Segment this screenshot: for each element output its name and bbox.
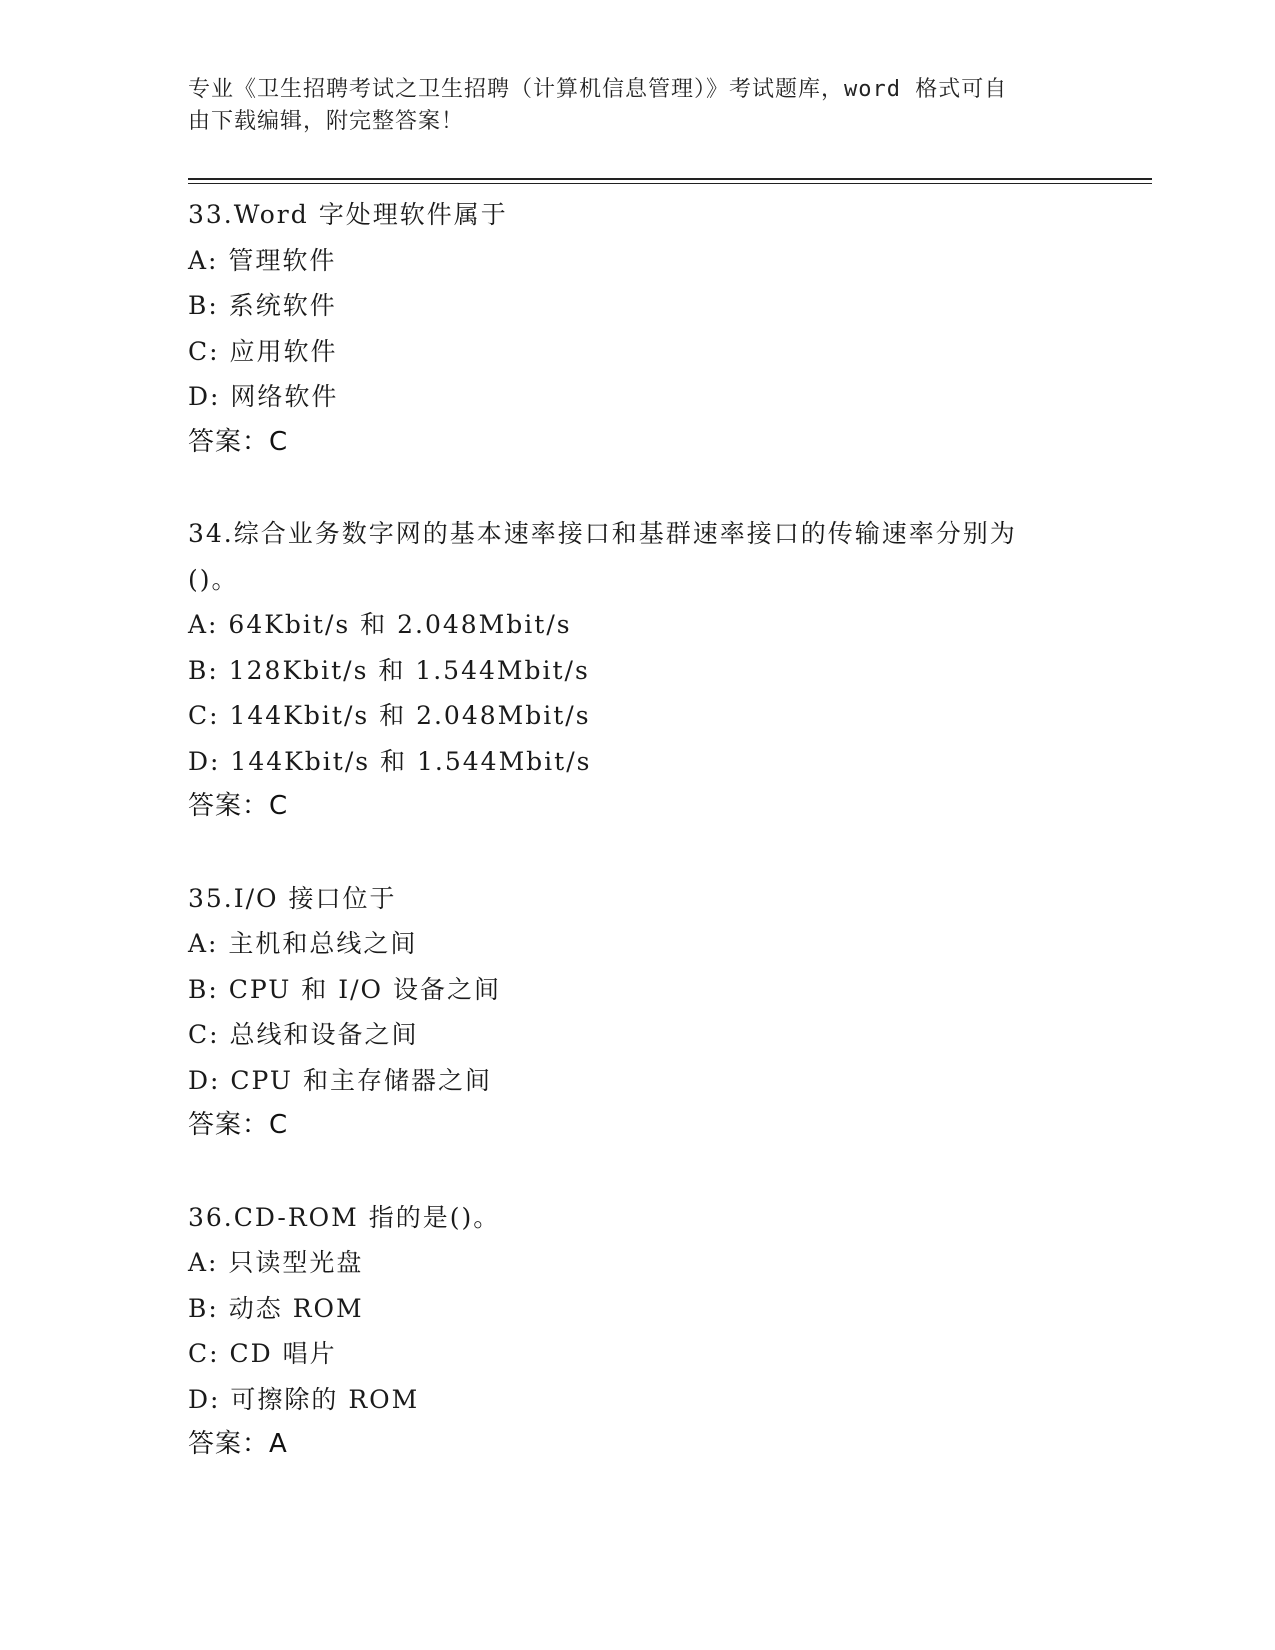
header-line-2: 由下载编辑，附完整答案！	[188, 109, 465, 134]
question-stem: 35.I/O 接口位于	[188, 883, 397, 913]
question-stem: 33.Word 字处理软件属于	[188, 200, 508, 229]
header-divider-thick	[188, 178, 1152, 180]
header-divider-thin	[188, 183, 1152, 184]
option-c: C: 应用软件	[188, 336, 338, 366]
option-a: A: 只读型光盘	[188, 1248, 364, 1277]
option-a: A: 64Kbit/s 和 2.048Mbit/s	[188, 610, 572, 639]
header-line-1: 专业《卫生招聘考试之卫生招聘（计算机信息管理）》考试题库，word 格式可自	[188, 77, 1008, 102]
option-c: C: 总线和设备之间	[188, 1020, 419, 1049]
option-b: B: 系统软件	[188, 291, 337, 320]
header-note	[188, 74, 1068, 138]
question-35	[188, 876, 1088, 1149]
answer-label: 答案：C	[188, 1110, 289, 1140]
question-36	[188, 1195, 1088, 1468]
option-c: C: 144Kbit/s 和 2.048Mbit/s	[188, 701, 591, 730]
question-33	[188, 192, 1088, 465]
option-d: D: CPU 和主存储器之间	[188, 1065, 492, 1095]
option-b: B: CPU 和 I/O 设备之间	[188, 974, 501, 1004]
option-b: B: 128Kbit/s 和 1.544Mbit/s	[188, 655, 590, 685]
question-stem: 34.综合业务数字网的基本速率接口和基群速率接口的传输速率分别为	[188, 519, 1017, 548]
option-d: D: 144Kbit/s 和 1.544Mbit/s	[188, 746, 592, 776]
answer-label: 答案：C	[188, 791, 289, 821]
option-b: B: 动态 ROM	[188, 1293, 364, 1323]
answer-label: 答案：A	[188, 1429, 288, 1459]
question-list	[188, 192, 1088, 1514]
question-stem: 36.CD-ROM 指的是()。	[188, 1202, 501, 1232]
option-d: D: 网络软件	[188, 382, 339, 411]
option-a: A: 主机和总线之间	[188, 929, 418, 958]
option-d: D: 可擦除的 ROM	[188, 1384, 420, 1414]
answer-label: 答案：C	[188, 426, 289, 457]
option-c: C: CD 唱片	[188, 1339, 337, 1368]
question-34	[188, 511, 1088, 830]
option-a: A: 管理软件	[188, 245, 337, 275]
question-stem-continued: ()。	[188, 564, 239, 594]
